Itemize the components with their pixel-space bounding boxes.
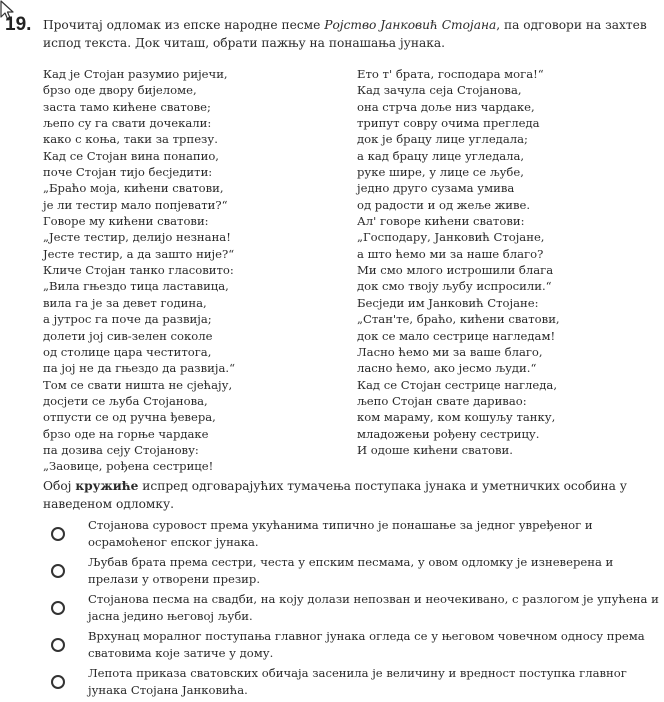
poem-line: „Вила гњездо тица ластавица, (43, 279, 229, 294)
poem-line: како с коња, таки за трпезу. (43, 132, 218, 147)
answer-option-4[interactable] (43, 628, 663, 661)
radio-circle-icon[interactable] (51, 527, 65, 541)
poem-line: брзо оде двору бијеломе, (43, 83, 197, 98)
radio-circle-icon[interactable] (51, 564, 65, 578)
radio-circle-icon[interactable] (51, 675, 65, 689)
poem-line: Јесте тестир, а да зашто није?“ (43, 246, 235, 261)
answer-option-3[interactable] (43, 591, 663, 624)
answer-option-text: Стојанова суровост према укућанима типично је понашање за једног увређеног и осрамоћеног епског јунака. (88, 518, 593, 549)
answer-option-text: Врхунац моралног поступања главног јунака огледа се у његовом човечном односу према сватовима које затиче у дому. (88, 629, 645, 660)
poem-line: од радости и од жеље живе. (357, 197, 531, 212)
answer-option-1[interactable] (43, 517, 663, 550)
poem-line: љепо Стојан свате даривао: (357, 393, 527, 408)
poem-line: ласно ћемо, ако јесмо људи.“ (357, 361, 537, 376)
poem-line: од столице цара честитога, (43, 344, 212, 359)
poem-line: а што ћемо ми за наше благо? (357, 246, 544, 261)
poem-line: једно друго сузама умива (357, 181, 515, 196)
poem-line: вила га је за девет година, (43, 295, 207, 310)
poem-line: „Јесте тестир, делијо незнана! (43, 230, 231, 245)
poem-line: Кад је Стојан разумио ријечи, (43, 67, 228, 81)
poem-line: док смо твоју љубу испросили.“ (357, 279, 552, 294)
poem-line: долети јој сив-зелен соколе (43, 328, 213, 343)
poem-line: љепо су га свати дочекали: (43, 116, 212, 131)
instruction-text-after: испред одговарајућих тумачења поступака јунака и уметничких особина у наведеном одломку. (43, 479, 627, 511)
poem-line: а кад брацу лице угледала, (357, 148, 525, 163)
task-instruction (43, 478, 653, 513)
poem-title: Ројство Јанковић Стојана (324, 18, 497, 32)
poem-line: заста тамо кићене сватове; (43, 99, 211, 114)
poem-line: ком мараму, ком кошуљу танку, (357, 410, 556, 425)
poem-line: Кад се Стојан сестрице нагледа, (357, 377, 558, 392)
answer-option-2[interactable] (43, 554, 663, 587)
poem-line: И одоше кићени сватови. (357, 442, 513, 457)
intro-text-after: , па одговори на захтев испод текста. Док читаш, обрати пажњу на понашања јунака. (43, 18, 647, 50)
poem-line: младожењи рођену сестрицу. (357, 426, 540, 441)
poem-line: трипут совру очима прегледа (357, 116, 540, 131)
poem-line: Кличе Стојан танко гласовито: (43, 263, 234, 278)
poem-line: док се мало сестрице нагледам! (357, 328, 556, 343)
poem-line: брзо оде на горње чардаке (43, 426, 209, 441)
poem-line: „Браћо моја, кићени сватови, (43, 181, 224, 196)
poem-line: Кад зачула сеја Стојанова, (357, 83, 522, 98)
poem-line: Ласно ћемо ми за ваше благо, (357, 344, 543, 359)
poem-right-column (357, 66, 560, 458)
intro-text-before: Прочитај одломак из епске народне песме (43, 18, 325, 32)
question-intro (43, 17, 658, 52)
poem-line: Ми смо млого истрошили блага (357, 263, 554, 278)
answer-options (43, 517, 663, 702)
question-number: 19. (5, 14, 32, 35)
poem-line: док је брацу лице угледала; (357, 132, 528, 147)
poem-line: поче Стојан тијо бесједити: (43, 165, 213, 180)
answer-option-5[interactable] (43, 665, 663, 698)
poem-line: отпусти се од ручна ђевера, (43, 410, 216, 425)
poem-left-column (43, 66, 235, 475)
poem-line: Бесједи им Јанковић Стојане: (357, 295, 539, 310)
poem-line: је ли тестир мало попјевати?“ (43, 197, 228, 212)
poem-line: па дозива сеју Стојанову: (43, 442, 199, 457)
poem-line: досјети се љуба Стојанова, (43, 393, 208, 408)
poem-line: а јутрос га поче да развија; (43, 312, 212, 327)
poem-line: Том се свати ништа не сјећају, (43, 377, 233, 392)
answer-option-text: Лепота приказа сватовских обичаја засенила је величину и вредност поступка главног јунака Стојана Јанковића. (88, 666, 627, 697)
instruction-text-before: Обој (43, 479, 76, 493)
radio-circle-icon[interactable] (51, 601, 65, 615)
poem-line: Кад се Стојан вина понапио, (43, 148, 219, 163)
poem-line: „Стан'те, браћо, кићени сватови, (357, 312, 560, 327)
poem-line: Ето т' брата, господара мога!“ (357, 67, 544, 81)
poem-line: руке шире, у лице се љубе, (357, 165, 524, 180)
poem-line: па јој не да гњездо да развија.“ (43, 361, 235, 376)
answer-option-text: Љубав брата према сестри, честа у епским песмама, у овом одломку је изневерена и прелази у отворени презир. (88, 555, 614, 586)
poem-line: Ал' говоре кићени сватови: (357, 214, 525, 229)
poem-line: „Заовице, рођена сестрице! (43, 459, 214, 474)
poem-line: „Господару, Јанковић Стојане, (357, 230, 545, 245)
radio-circle-icon[interactable] (51, 638, 65, 652)
poem-line: Говоре му кићени сватови: (43, 214, 209, 229)
answer-option-text: Стојанова песма на свадби, на коју долази непозван и неочекивано, с разлогом је упућена и јасна једино његовој љуби. (88, 592, 659, 623)
poem-line: она стрча доље низ чардаке, (357, 99, 535, 114)
instruction-bold: кружиће (75, 479, 139, 493)
